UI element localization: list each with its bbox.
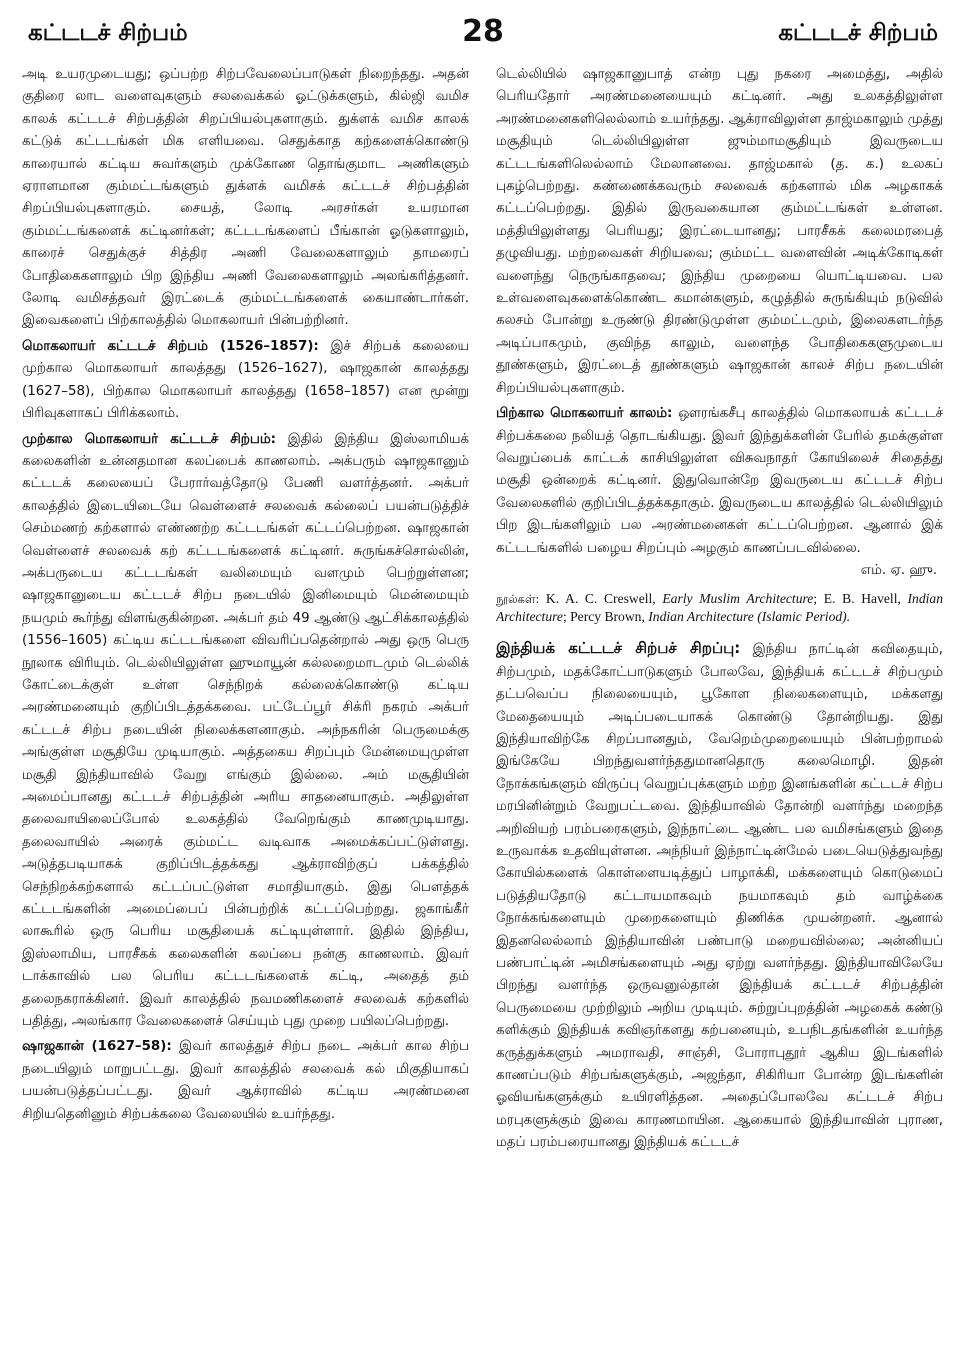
bibliography-title-1: Early Muslim Architecture [662,591,814,607]
bibliography-title-2: Indian Architecture [496,591,943,625]
running-title-right: கட்டடச் சிற்பம் [778,20,938,46]
left-column [22,64,469,1354]
paragraph-mughal-architecture [22,336,469,426]
paragraph-late-mughal [496,403,943,560]
section-heading-early-mughal: முற்கால மொகலாயர் கட்டடச் சிற்பம்: [22,431,276,447]
section-text-early-mughal: இதில் இந்திய இஸ்லாமியக் கலைகளின் உன்னதமான கலப்பைக் காணலாம். அக்பரும் ஷாஜகானும் கட்டடக் கலையைப் பேரார்வத்தோடு பேணி வளர்த்தனர். அக்பர் காலத்தில் இடையிடையே வெள்ளைச் சலவைக் கல்லைப் பயன்படுத்திச் செம்மணற் கற்களால் எண்ணற்ற கட்டடங்கள் கட்டப்பெற்றன. ஷாஜகான் வெள்ளைச் சலவைக் கற் கட்டடங்களைக் கட்டினர். சுருங்கச்சொல்லின், அக்பருடைய கட்டடங்கள் வலிமையும் வளமும் பெற்றுள்ளன; ஷாஜகானுடைய கட்டடச் சிற்ப நடையில் இனிமையும் மென்மையும் நயமும் கூர்ந்து விளங்குகின்றன. அக்பர் தம் 49 ஆண்டு ஆட்சிக்காலத்தில் (1556–1605) கட்டிய கட்டடங்களை விவரிப்பதென்றால் அது ஒரு பெரு நூலாக விரியும். டெல்லியிலுள்ள ஹுமாயூன் கல்லறைமாடமும் டெல்லிக் கோட்டைக்குள் உள்ள செந்நிறக் கல்லைக்கொண்டு கட்டிய அரண்மனையும் குறிப்பிடத்தக்கவை. பட்டேப்பூர் சிக்ரி நகரம் அக்பர் கட்டடச் சிற்ப நடையின் நிலைக்களனாகும். அந்நகரின் பெருமைக்கு அங்குள்ள மசூதியே முடியாகும். அத்தகைய சிறப்பும் மேன்மையுமுள்ள மசூதி இந்தியாவில் வேறு எங்கும் இல்லை. அம் மசூதியின் அமைப்பானது கட்டடச் சிற்பத்தின் அரிய சாதனையாகும். அதிலுள்ள தலைவாயிலைப்போல் உலகத்தில் வேறெங்கும் காணமுடியாது. தலைவாயில் அரைக் கும்மட்ட வடிவாக அமைக்கப்பட்டுள்ளது. அடுத்தபடியாகக் குறிப்பிடத்தக்கது ஆக்ராவிற்குப் பக்கத்தில் செந்நிறக்கற்களால் கட்டப்பட்டுள்ள சமாதியாகும். இது பௌத்தக் கட்டடங்களின் அமைப்பைப் பின்பற்றிக் கட்டப்பெற்றது. ஜகாங்கீர் லாகூரில் ஒரு பெரிய மசூதியைக் கட்டியுள்ளார். இதில் இந்திய, இஸ்லாமிய, பாரசீகக் கலைகளின் கலப்பை நன்கு காணலாம். இவர் டாக்காவில் பல பெரிய கட்டடங்களைக் கட்டி, அதைத் தம் தலைநகராக்கினர். இவர் காலத்தில் நவமணிகளைச் சலவைக் கற்களில் பதித்து, அலங்கார வேலைகளைச் செய்யும் புது முறை பயிலப்பெற்றது. [22,431,469,1030]
bibliography-author-3: ; Percy Brown, [562,609,649,625]
section-text-late-mughal: ஔரங்கசீபு காலத்தில் மொகலாயக் கட்டடச் சிற்பக்கலை நலியத் தொடங்கியது. இவர் இந்துக்களின் பேரில் தமக்குள்ள வெறுப்பைக் காட்டக் காசியிலுள்ள விசுவநாதர் கோயிலைச் சிதைத்து மசூதி ஒன்றைக் கட்டினர். இதுவொன்றே இவருடைய கட்டடச் சிற்ப வேலைகளில் குறிப்பிடத்தக்கதாகும். இவருடைய காலத்தில் டெல்லியிலும் பிற இடங்களிலும் பல அரண்மனைகள் கட்டப்பெற்றன. ஆனால் இக் கட்டடங்களில் பழைய சிறப்பும் அழகும் காணப்படவில்லை. [496,406,943,556]
running-header [28,14,938,54]
bibliography-author-1: K. A. C. Creswell, [539,591,663,607]
paragraph-early-mughal [22,429,469,1034]
section-heading-indian-excellence: இந்தியக் கட்டடச் சிற்பச் சிறப்பு: [496,639,741,658]
section-heading-shahjahan: ஷாஜகான் (1627–58): [22,1039,172,1055]
bibliography [496,590,943,625]
section-text-shahjahan: இவர் காலத்துச் சிற்ப நடை அக்பர் கால சிற்ப நடையிலும் மாறுபட்டது. இவர் காலத்தில் சலவைக் கல் மிகுதியாகப் பயன்படுத்தப்பட்டது. இவர் ஆக்ராவில் கட்டிய அரண்மனை சிறியதெனினும் சிற்பக்கலை வேலையில் உயர்ந்தது. [22,1039,469,1122]
section-text-indian-excellence: இந்திய நாட்டின் கவிதையும், சிற்பமும், மதக்கோட்பாடுகளும் போலவே, இந்தியக் கட்டடச் சிற்பமும் தட்பவெப்ப நிலையையும், பூகோள நிலைகளையும், மக்களது மேதையையும் அடிப்படையாகக் கொண்டு தோன்றியது. இது இந்தியாவிற்கே சிறப்பானதும், வேறெம்முறையையும் பின்பற்றாமல் இங்கேயே பிறந்துவளர்ந்ததுமானதொரு கலைமொழி. இதன் நோக்கங்களும் விருப்பு வெறுப்புக்களும் மற்ற இனங்களின் கட்டடச் சிற்ப மரபினின்றும் வேறுபட்டவை. இந்தியாவில் தோன்றி வளர்ந்து மறைந்த அறிவியற் பரம்பரைகளும், இந்நாட்டை ஆண்ட பல வமிசங்களும் இதை உருவாக்க உதவியுள்ளன. அந்நியர் இந்நாட்டின்மேல் படையெடுத்துவந்து கோயில்களைக் கொள்ளையடித்துப் பாழாக்கி, மக்களையும் கொடுமைப் படுத்தியதோடு கட்டாயமாகவும் நயமாகவும் தம் வாழ்க்கை நோக்கங்களையும் முறைகளையும் திணிக்க முயன்றனர். ஆனால் இதனலெல்லாம் இந்தியாவின் பண்பாடு மறையவில்லை; அன்னியப் பண்பாட்டின் அமிசங்களையும் அது ஏற்று வளர்ந்தது. இந்தியாவிலேயே பிறந்து வளர்ந்த ஒருவனுல்தான் இந்தியக் கட்டடச் சிற்பத்தின் பெருமையை முற்றிலும் அறிய முடியும். சுற்றுப்புறத்தின் அழகைக் கண்டு களிக்கும் இந்தியக் கவிஞர்களது கற்பனையும், உபநிடதங்களின் உயர்ந்த கருத்துக்களும் அமராவதி, சாஞ்சி, போராபுதூர் ஆகிய இடங்களில் காணப்படும் சிற்பங்களுக்கும், அஜந்தா, சிகிரியா போன்ற இடங்களின் ஓவியங்களுக்கும் உயிரளித்தன. அதைப்போலவே கட்டடச் சிற்ப மரபுகளுக்கும் இவை காரணமாயின. ஆகையால் இந்தியாவின் புராண, மதப் பரம்பரையானது இந்தியக் கட்டடச் [496,642,943,1151]
paragraph-khilji-tughlaq-lodi: அடி உயரமுடையது; ஒப்பற்ற சிற்பவேலைப்பாடுகள் நிறைந்தது. அதன் குதிரை லாட வளைவுகளும் சலவைக்கல் ஓட்டுக்களும், கில்ஜி வமிச காலக் கட்டடச் சிற்பத்தின் சிறப்பியல்புகளாகும். துக்ளக் வமிச காலக் கட்டுக் கட்டடங்கள் மிக எளியவை. செதுக்காத கற்களைக்கொண்டு காரையால் கட்டிய சுவர்களும் முக்கோண தொங்குமாட அணிகளும் ஏராளமான கும்மட்டங்களும் துக்ளக் வமிசக் கட்டடச் சிற்பத்தின் சிறப்பியல்புகளாகும். சையத், லோடி அரசர்கள் உயரமான கும்மட்டங்களைக் கட்டினர்கள்; கட்டடங்களைப் பீங்கான் ஓடுகளாலும், காரைச் செதுக்குச் சித்திர அணி வேலைகளாலும் தாமரைப் போதிகைகளாலும் பிற இந்திய அணி வேலைகளாலும் அலங்கரித்தனர். லோடி வமிசத்தவர் இரட்டைக் கும்மட்டங்களைக் கையாண்டார்கள். இவைகளைப் பிற்காலத்தில் மொகலாயர் பின்பற்றினர். [22,67,469,329]
paragraph-shahjahan [22,1036,469,1126]
section-text-mughal: இச் சிற்பக் கலையை முற்கால மொகலாயர் காலத்தது (1526–1627), ஷாஜகான் காலத்தது (1627–58), பிற்கால மொகலாயர் காலத்தது (1658–1857) என மூன்று பிரிவுகளாகப் பிரிக்கலாம். [22,338,469,422]
section-heading-late-mughal: பிற்கால மொகலாயர் காலம்: [496,406,673,422]
author-signature: எம். ஏ. ஹு. [860,562,937,578]
bibliography-label: நூல்கள்: [496,592,540,607]
bibliography-title-3: Indian Architecture (Islamic Period). [648,609,851,625]
bibliography-author-2: ; E. B. Havell, [813,591,908,607]
right-column [496,64,943,1354]
running-title-left: கட்டடச் சிற்பம் [28,20,188,46]
paragraph-shahjahanabad-tajmahal: டெல்லியில் ஷாஜகானுபாத் என்ற புது நகரை அமைத்து, அதில் பெரியதோர் அரண்மனையையும் கட்டினர். அது உலகத்திலுள்ள அரண்மனைகளிலெல்லாம் உயர்ந்தது. ஆக்ராவிலுள்ள தாஜ்மகாலும் முத்து மசூதியும் டெல்லியிலுள்ள ஜும்மாமசூதியும் இவருடைய கட்டடங்களிலெல்லாம் மேலானவை. தாஜ்மகால் (த. க.) உலகப் புகழ்பெற்றது. கண்ணைக்கவரும் சலவைக் கற்களால் மிக அழகாகக் கட்டப்பெற்றது. இதில் இருவகையான கும்மட்டங்கள் உள்ளன. மத்தியிலுள்ளது பெரியது; இரட்டையானது; பாரசீகக் கலைமரபைத் தழுவியது. மற்றவைகள் சிறியவை; கும்மட்ட வளைவின் அடிக்கோடிகள் வளைந்து நெருங்காதவை; இந்திய முறையை யொட்டியவை. பல உள்வளைவுகளைக்கொண்ட கமான்களும், கழுத்தில் சுருங்கியும் நடுவில் கலசம் போன்று உருண்டு திரண்டுமுள்ள கும்மட்டமும், இலைகளடர்ந்த அடிப்பாகமும், குவிந்த காலும், வளைந்த போதிகைகளுமுடைய தூண்களும், இரட்டைத் தூண்களும் ஷாஜகான் காலச் சிற்ப நடையின் சிறப்பியல்புகளாகும். [496,67,943,396]
page-number: 28 [462,14,504,49]
paragraph-indian-architecture-excellence [496,637,943,1154]
section-heading-mughal: மொகலாயர் கட்டடச் சிற்பம் (1526–1857): [22,338,319,354]
